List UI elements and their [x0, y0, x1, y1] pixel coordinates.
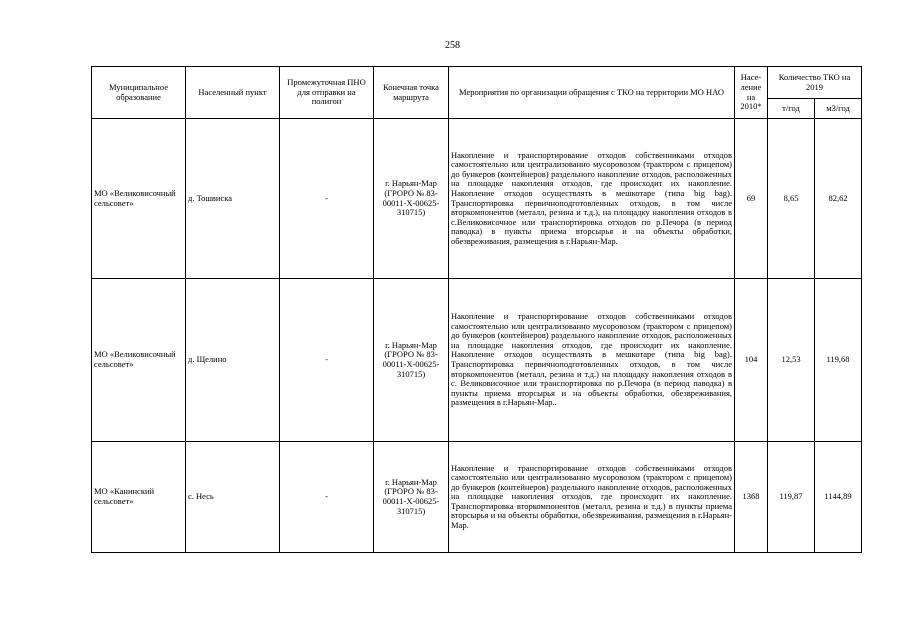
header-intermediate: Промежуточная ПНО для отправки на полигон [280, 67, 374, 119]
cell-municipality: МО «Великовисочный сельсовет» [92, 279, 186, 442]
cell-settlement: д. Тошвиска [186, 119, 280, 279]
cell-municipality: МО «Канинский сельсовет» [92, 442, 186, 553]
header-quantity: Количество ТКО на 2019 [768, 67, 862, 99]
waste-table [91, 66, 862, 553]
cell-t-year: 12,53 [768, 279, 815, 442]
table-row [92, 279, 862, 442]
cell-t-year: 119,87 [768, 442, 815, 553]
header-t-year: т/год [768, 99, 815, 119]
cell-intermediate: - [280, 119, 374, 279]
table-row [92, 119, 862, 279]
header-endpoint: Конечная точка маршрута [374, 67, 449, 119]
cell-measures: Накопление и транспортирование отходов собственниками отходов самостоятельно или централизованно мусоровозом (трактором с прицепом) до бункеров (контейнеров) раздельного накопление отходов, расположенных на площадке накопления отходов, где происходит их накопление. Транспортировка вторкомпонентов (металл, резина и т.д.) в пункты приема вторсырья и на объекты обработки, обезвреживания, размещения в г.Нарьян-Мар. [449, 442, 735, 553]
cell-municipality: МО «Великовисочный сельсовет» [92, 119, 186, 279]
table-row [92, 442, 862, 553]
header-settlement: Населенный пункт [186, 67, 280, 119]
cell-m3-year: 82,62 [815, 119, 862, 279]
cell-m3-year: 1144,89 [815, 442, 862, 553]
cell-m3-year: 119,68 [815, 279, 862, 442]
cell-intermediate: - [280, 279, 374, 442]
cell-settlement: с. Несь [186, 442, 280, 553]
cell-population: 104 [735, 279, 768, 442]
cell-endpoint: г. Нарьян-Мар (ГРОРО № 83-00011-Х-00625-310715) [374, 279, 449, 442]
cell-measures: Накопление и транспортирование отходов собственниками отходов самостоятельно или централизованно мусоровозом (трактором с прицепом) до бункеров (контейнеров) раздельного накопление отходов, расположенных на площадке накопления отходов, где происходит их накопление. Накопление отходов осуществлять в мешкотаре (типа big bag). Транспортировка первичноподготовленных отходов, в том числе вторкомпонентов (металл, резина и т.д.), на площадку накопления отходов в с.Великовисочное или транспортировка отходов по р.Печора (в период паводка) в пункты приема вторсырья и на объекты обработки, обезвреживания, размещения в г.Нарьян-Мар. [449, 119, 735, 279]
header-population: Насе-ление на 2010* [735, 67, 768, 119]
cell-endpoint: г. Нарьян-Мар (ГРОРО № 83-00011-Х-00625-310715) [374, 119, 449, 279]
cell-population: 1368 [735, 442, 768, 553]
header-measures: Мероприятия по организации обращения с ТКО на территории МО НАО [449, 67, 735, 119]
header-m3-year: м3/год [815, 99, 862, 119]
page-number: 258 [445, 40, 460, 51]
header-municipality: Муниципальное образование [92, 67, 186, 119]
cell-measures: Накопление и транспортирование отходов собственниками отходов самостоятельно или централизованно мусоровозом (трактором с прицепом) до бункеров (контейнеров) раздельного накопление отходов, расположенных на площадке накопления отходов, где происходит их накопление. Накопление отходов осуществлять в мешкотаре (типа big bag). Транспортировка первичноподготовленных отходов, в том числе вторкомпонентов (металл, резина и т.д.) на площадку накопления отходов в с. Великовисочное или транспортировка по р.Печора (в период паводка) в пункты приема вторсырья и на объекты обработки, обезвреживания, размещения в г.Нарьян-Мар.. [449, 279, 735, 442]
cell-settlement: д. Щелино [186, 279, 280, 442]
cell-endpoint: г. Нарьян-Мар (ГРОРО № 83-00011-Х-00625-310715) [374, 442, 449, 553]
cell-intermediate: - [280, 442, 374, 553]
header-row [92, 67, 862, 99]
cell-t-year: 8,65 [768, 119, 815, 279]
cell-population: 69 [735, 119, 768, 279]
